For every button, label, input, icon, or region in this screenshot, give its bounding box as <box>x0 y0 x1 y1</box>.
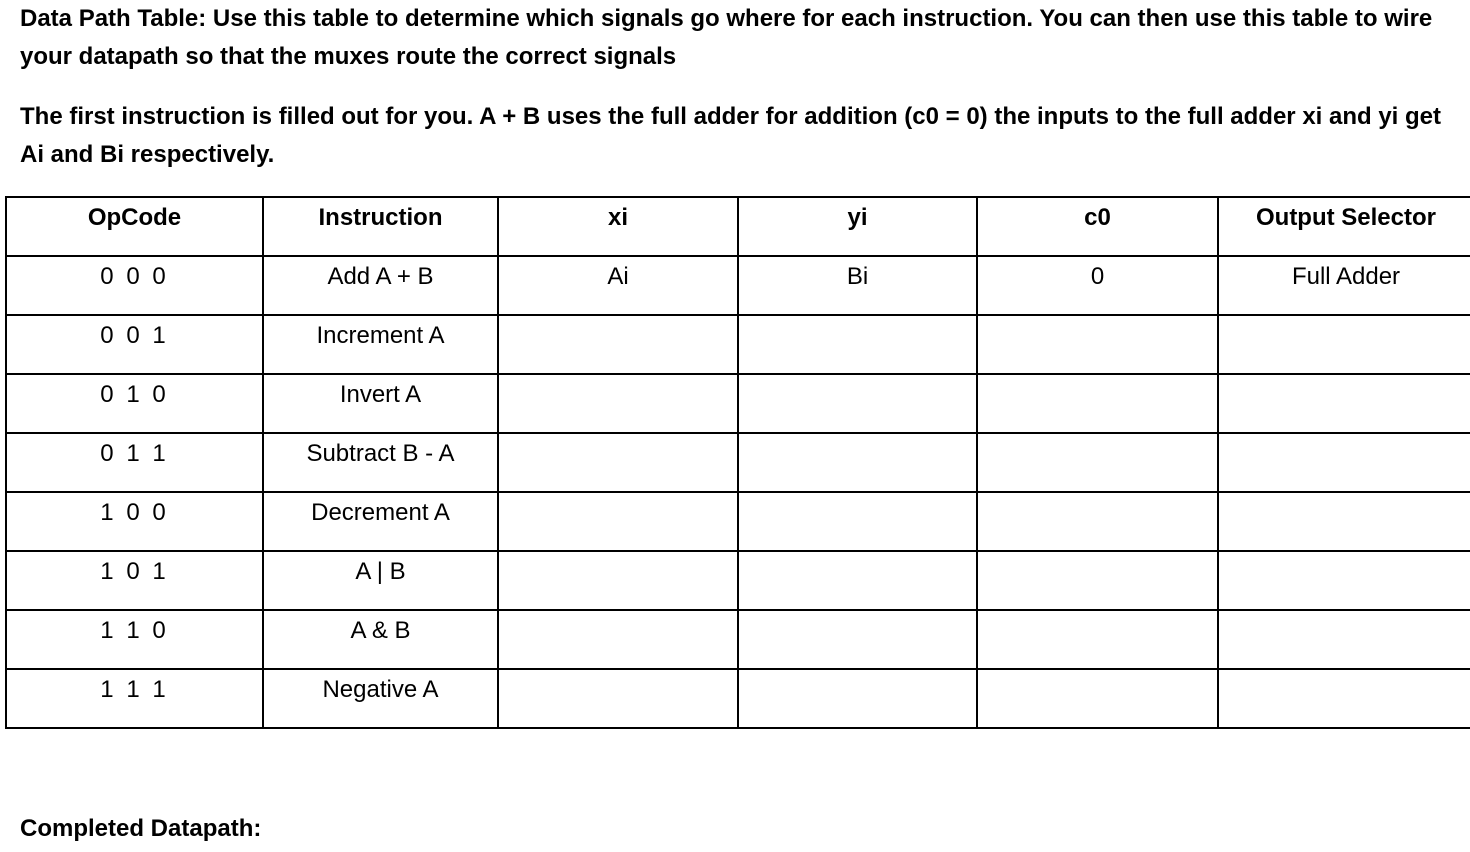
c0-cell <box>977 374 1218 433</box>
output-selector-cell <box>1218 492 1470 551</box>
opcode-cell: 0 0 1 <box>6 315 263 374</box>
instruction-cell: Add A + B <box>263 256 498 315</box>
completed-datapath-label: Completed Datapath: <box>20 815 262 842</box>
table-row <box>6 551 1470 610</box>
yi-cell <box>738 669 977 728</box>
output-selector-cell <box>1218 669 1470 728</box>
table-row <box>6 374 1470 433</box>
xi-cell <box>498 492 738 551</box>
data-path-table <box>5 196 1470 729</box>
opcode-cell: 1 1 1 <box>6 669 263 728</box>
table-header-row <box>6 197 1470 256</box>
yi-cell <box>738 492 977 551</box>
intro-paragraph-2: The first instruction is filled out for you. A + B uses the full adder for addition (c0 = 0) the inputs to the full adder xi and yi get Ai and Bi respectively. <box>20 103 1442 168</box>
c0-cell <box>977 610 1218 669</box>
header-instruction: Instruction <box>263 197 498 256</box>
opcode-cell: 0 0 0 <box>6 256 263 315</box>
opcode-cell: 0 1 0 <box>6 374 263 433</box>
instruction-cell: Invert A <box>263 374 498 433</box>
table-row <box>6 492 1470 551</box>
output-selector-cell <box>1218 315 1470 374</box>
c0-cell: 0 <box>977 256 1218 315</box>
instruction-cell: A & B <box>263 610 498 669</box>
yi-cell <box>738 610 977 669</box>
yi-cell <box>738 315 977 374</box>
opcode-cell: 1 0 0 <box>6 492 263 551</box>
opcode-cell: 0 1 1 <box>6 433 263 492</box>
output-selector-cell <box>1218 610 1470 669</box>
instruction-cell: A | B <box>263 551 498 610</box>
output-selector-cell <box>1218 551 1470 610</box>
instruction-cell: Increment A <box>263 315 498 374</box>
output-selector-cell: Full Adder <box>1218 256 1470 315</box>
output-selector-cell <box>1218 433 1470 492</box>
table-row <box>6 669 1470 728</box>
xi-cell <box>498 315 738 374</box>
c0-cell <box>977 315 1218 374</box>
intro-paragraph-1: Data Path Table: Use this table to determine which signals go where for each instruction. You can then use this table to wire your datapath so that the muxes route the correct signals <box>20 5 1433 70</box>
c0-cell <box>977 669 1218 728</box>
table-row <box>6 315 1470 374</box>
yi-cell: Bi <box>738 256 977 315</box>
c0-cell <box>977 433 1218 492</box>
xi-cell <box>498 374 738 433</box>
output-selector-cell <box>1218 374 1470 433</box>
yi-cell <box>738 433 977 492</box>
yi-cell <box>738 551 977 610</box>
xi-cell <box>498 433 738 492</box>
table-row <box>6 610 1470 669</box>
data-path-table-container <box>5 196 1470 729</box>
c0-cell <box>977 551 1218 610</box>
xi-cell <box>498 610 738 669</box>
table-row <box>6 433 1470 492</box>
instruction-cell: Decrement A <box>263 492 498 551</box>
c0-cell <box>977 492 1218 551</box>
opcode-cell: 1 0 1 <box>6 551 263 610</box>
header-opcode: OpCode <box>6 197 263 256</box>
instruction-cell: Subtract B - A <box>263 433 498 492</box>
table-row <box>6 256 1470 315</box>
xi-cell: Ai <box>498 256 738 315</box>
xi-cell <box>498 551 738 610</box>
yi-cell <box>738 374 977 433</box>
instruction-cell: Negative A <box>263 669 498 728</box>
header-yi: yi <box>738 197 977 256</box>
opcode-cell: 1 1 0 <box>6 610 263 669</box>
header-output-selector: Output Selector <box>1218 197 1470 256</box>
header-c0: c0 <box>977 197 1218 256</box>
xi-cell <box>498 669 738 728</box>
header-xi: xi <box>498 197 738 256</box>
